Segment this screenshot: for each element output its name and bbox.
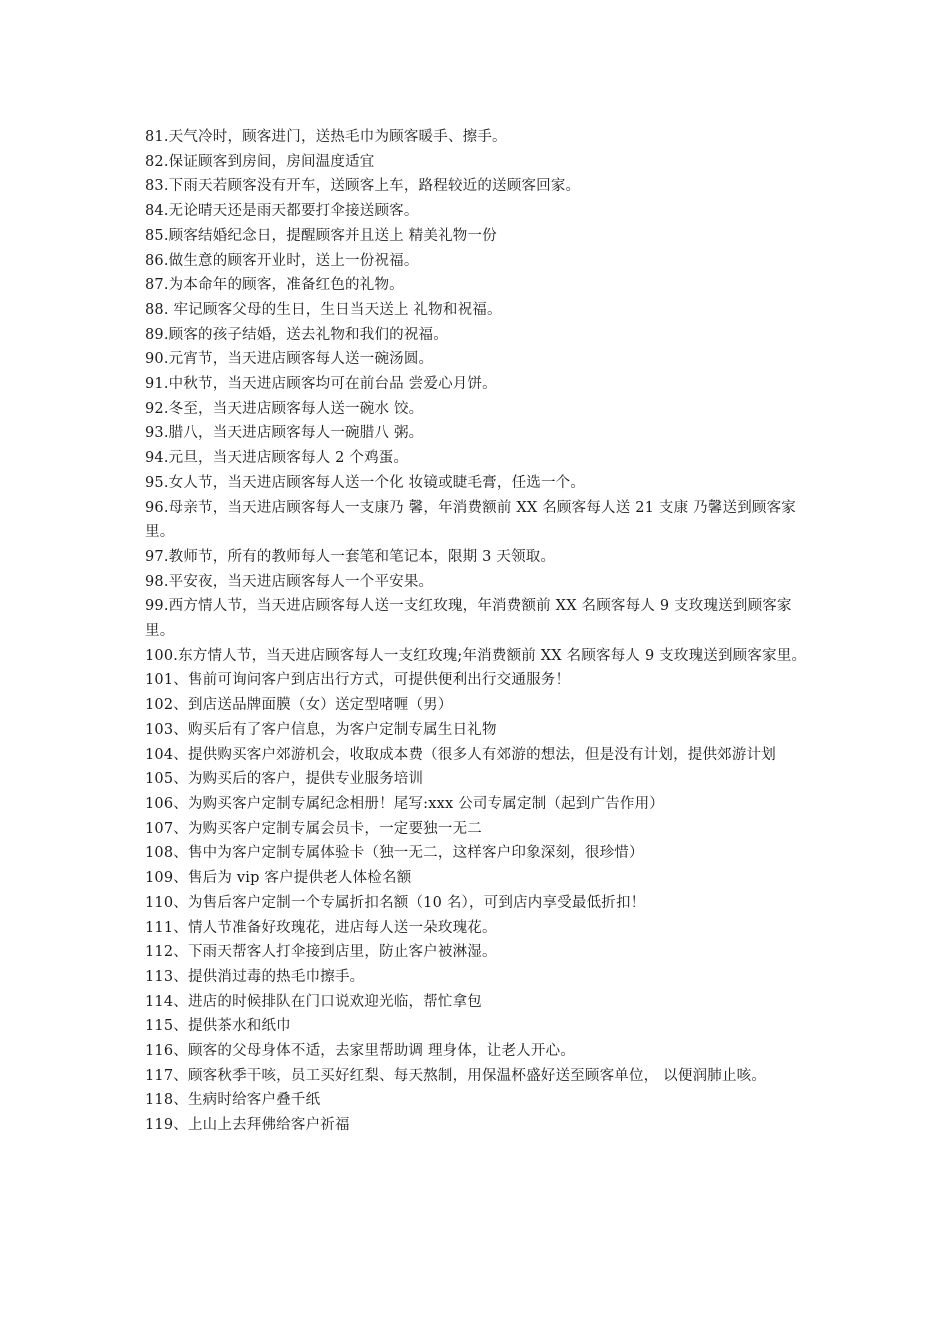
list-item: 96.母亲节，当天进店顾客每人一支康乃 馨，年消费额前 XX 名顾客每人送 21 支康 乃馨送到顾客家里。 <box>145 499 797 541</box>
list-item: 105、为购买后的客户，提供专业服务培训 <box>145 771 424 788</box>
list-item: 85.顾客结婚纪念日，提醒顾客并且送上 精美礼物一份 <box>145 227 497 244</box>
list-item: 81.天气冷时，顾客进门，送热毛巾为顾客暖手、擦手。 <box>145 129 507 145</box>
list-item: 102、到店送品牌面膜（女）送定型啫喱（男） <box>145 697 453 714</box>
list-item: 101、售前可询问客户到店出行方式，可提供便利出行交通服务！ <box>145 672 571 689</box>
list-item: 97.教师节，所有的教师每人一套笔和笔记本，限期 3 天领取。 <box>145 548 556 565</box>
list-item: 84.无论晴天还是雨天都要打伞接送顾客。 <box>145 203 419 220</box>
list-item: 119、上山上去拜佛给客户祈福 <box>145 1117 350 1134</box>
list-item: 94.元旦，当天进店顾客每人 2 个鸡蛋。 <box>145 450 409 467</box>
list-item: 118、生病时给客户叠千纸 <box>145 1092 321 1109</box>
list-item: 115、提供茶水和纸巾 <box>145 1018 291 1035</box>
list-item: 83.下雨天若顾客没有开车，送顾客上车，路程较近的送顾客回家。 <box>145 178 581 195</box>
list-item: 114、进店的时候排队在门口说欢迎光临，帮忙拿包 <box>145 993 482 1010</box>
list-item: 88. 牢记顾客父母的生日，生日当天送上 礼物和祝福。 <box>145 301 502 318</box>
list-item: 91.中秋节，当天进店顾客均可在前台品 尝爱心月饼。 <box>145 376 497 393</box>
list-item: 111、情人节准备好玫瑰花，进店每人送一朵玫瑰花。 <box>145 919 497 936</box>
list-item: 93.腊八，当天进店顾客每人一碗腊八 粥。 <box>145 425 424 442</box>
list-item: 110、为售后客户定制一个专属折扣名额（10 名），可到店内享受最低折扣！ <box>145 894 646 911</box>
list-item: 106、为购买客户定制专属纪念相册！尾写:xxx 公司专属定制（起到广告作用） <box>145 795 664 812</box>
list-item: 89.顾客的孩子结婚，送去礼物和我们的祝福。 <box>145 326 448 343</box>
list-item: 95.女人节，当天进店顾客每人送一个化 妆镜或睫毛膏，任选一个。 <box>145 474 586 491</box>
list-item: 108、售中为客户定制专属体验卡（独一无二，这样客户印象深刻，很珍惜） <box>145 845 644 862</box>
list-item: 109、售后为 vip 客户提供老人体检名额 <box>145 870 412 887</box>
list-item: 98.平安夜，当天进店顾客每人一个平安果。 <box>145 573 434 590</box>
list-item: 104、提供购买客户郊游机会，收取成本费（很多人有郊游的想法，但是没有计划，提供郊游计划 <box>145 746 776 763</box>
list-item: 117、顾客秋季干咳，员工买好红梨、每天熬制，用保温杯盛好送至顾客单位， 以便润肺止咳。 <box>145 1067 767 1084</box>
list-item: 100.东方情人节，当天进店顾客每人一支红玫瑰;年消费额前 XX 名顾客每人 9 支玫瑰送到顾客家里。 <box>145 647 807 664</box>
service-list <box>145 125 810 1138</box>
list-item: 92.冬至，当天进店顾客每人送一碗水 饺。 <box>145 400 424 417</box>
list-item: 107、为购买客户定制专属会员卡，一定要独一无二 <box>145 820 482 837</box>
list-item: 86.做生意的顾客开业时，送上一份祝福。 <box>145 252 419 269</box>
list-item: 113、提供消过毒的热毛巾擦手。 <box>145 968 365 985</box>
list-item: 87.为本命年的顾客，准备红色的礼物。 <box>145 277 404 294</box>
list-item: 99.西方情人节，当天进店顾客每人送一支红玫瑰，年消费额前 XX 名顾客每人 9 支玫瑰送到顾客家里。 <box>145 598 792 640</box>
list-item: 82.保证顾客到房间，房间温度适宜 <box>145 153 375 170</box>
list-item: 90.元宵节，当天进店顾客每人送一碗汤圆。 <box>145 351 434 368</box>
list-item: 103、购买后有了客户信息，为客户定制专属生日礼物 <box>145 721 497 738</box>
list-item: 112、下雨天帮客人打伞接到店里，防止客户被淋湿。 <box>145 944 497 961</box>
list-item: 116、顾客的父母身体不适，去家里帮助调 理身体，让老人开心。 <box>145 1043 575 1060</box>
